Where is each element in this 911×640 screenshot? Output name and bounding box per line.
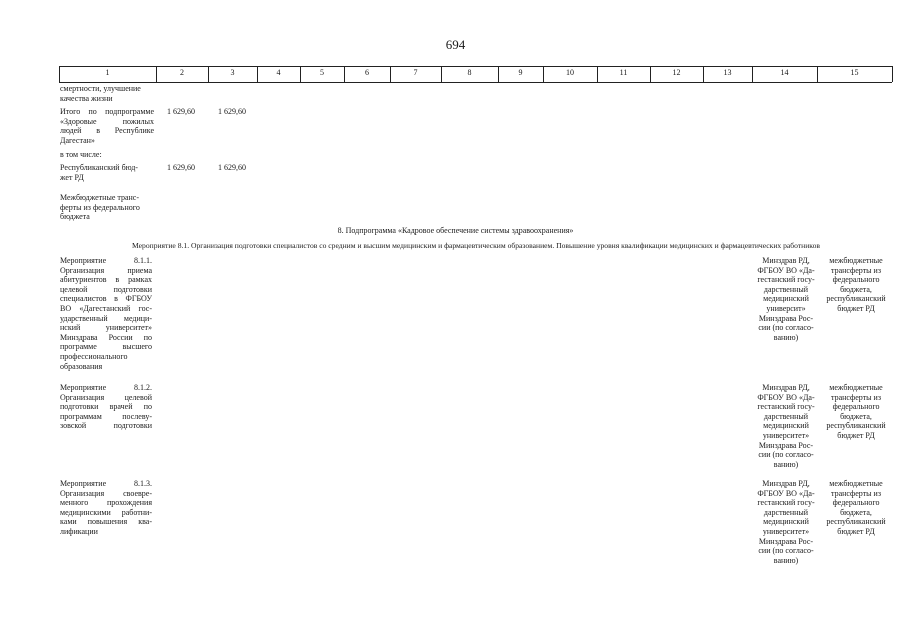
table-header-bottom-border xyxy=(59,82,892,83)
header-col-8: 8 xyxy=(467,68,472,77)
measure-8-1-3-executor: Минздрав РД, ФГБОУ ВО «Да- гестанский госу- дарственный медицинский университет» Минздрава Рос- сии (по согласо- ванию) xyxy=(757,479,815,565)
interbudget-label: Межбюджетные транс- ферты из федерального бюджета xyxy=(60,193,140,222)
subprogram-title: 8. Подпрограмма «Кадровое обеспечение системы здравоохранения» xyxy=(337,226,574,235)
table-top-border xyxy=(59,66,892,67)
measure-8-1-2-source: межбюджетные трансферты из федерального бюджета, республиканский бюджет РД xyxy=(826,383,886,440)
measure-8-1-2-executor: Минздрав РД, ФГБОУ ВО «Да- гестанский госу- дарственный медицинский университет» Минздрава Рос- сии (по согласо- ванию) xyxy=(757,383,815,469)
measure-8-1-3-source: межбюджетные трансферты из федерального бюджета, республиканский бюджет РД xyxy=(826,479,886,536)
header-col-10: 10 xyxy=(566,68,574,77)
republican-budget-label: Республиканский бюд- жет РД xyxy=(60,163,138,182)
republican-value-col3: 1 629,60 xyxy=(218,163,246,172)
header-col-14: 14 xyxy=(780,68,789,77)
header-col-3: 3 xyxy=(230,68,235,77)
measure-title: Мероприятие 8.1. Организация подготовки специалистов со средним и высшим медицинским и фармацевтическим образованием. Повышение уровня квалификации медицинских и фармацевтических работников xyxy=(132,241,820,250)
measure-8-1-3-name: Мероприятие 8.1.3. Организация своевре- менного прохождения медицинскими работни- ками повышения ква- лификации xyxy=(60,479,152,536)
measure-8-1-1-executor: Минздрав РД, ФГБОУ ВО «Да- гестанский госу- дарственный медицинский университ» Минздрава Рос- сии (по согласо- ванию) xyxy=(757,256,815,342)
header-col-7: 7 xyxy=(413,68,418,77)
column-divider xyxy=(892,66,893,82)
header-col-6: 6 xyxy=(365,68,369,77)
header-col-13: 13 xyxy=(723,68,732,77)
header-col-12: 12 xyxy=(672,68,681,77)
header-col-2: 2 xyxy=(180,68,184,77)
total-value-col2: 1 629,60 xyxy=(167,107,195,116)
header-col-15: 15 xyxy=(850,68,859,77)
header-col-1: 1 xyxy=(105,68,110,77)
header-col-4: 4 xyxy=(276,68,281,77)
measure-8-1-1-source: межбюджетные трансферты из федерального бюджета, республиканский бюджет РД xyxy=(826,256,886,313)
measure-8-1-1-name: Мероприятие 8.1.1. Организация приема абитуриентов в рамках целевой подготовки специалистов в ФГБОУ ВО «Дагестанский гос- ударственный медици- нский университет» Минздрава России по программе высшего профессионального образования xyxy=(60,256,152,371)
republican-value-col2: 1 629,60 xyxy=(167,163,195,172)
total-value-col3: 1 629,60 xyxy=(218,107,246,116)
header-col-9: 9 xyxy=(518,68,523,77)
header-col-11: 11 xyxy=(619,68,628,77)
page-number: 694 xyxy=(445,37,466,52)
continuation-text: смертности, улучшение качества жизни xyxy=(60,84,141,103)
header-col-5: 5 xyxy=(320,68,324,77)
including-label: в том числе: xyxy=(60,150,102,159)
total-label: Итого по подпрограмме «Здоровые пожилых людей в Республике Дагестан» xyxy=(60,107,154,145)
measure-8-1-2-name: Мероприятие 8.1.2. Организация целевой подготовки врачей по программам послеву- зовской подготовки xyxy=(60,383,152,431)
